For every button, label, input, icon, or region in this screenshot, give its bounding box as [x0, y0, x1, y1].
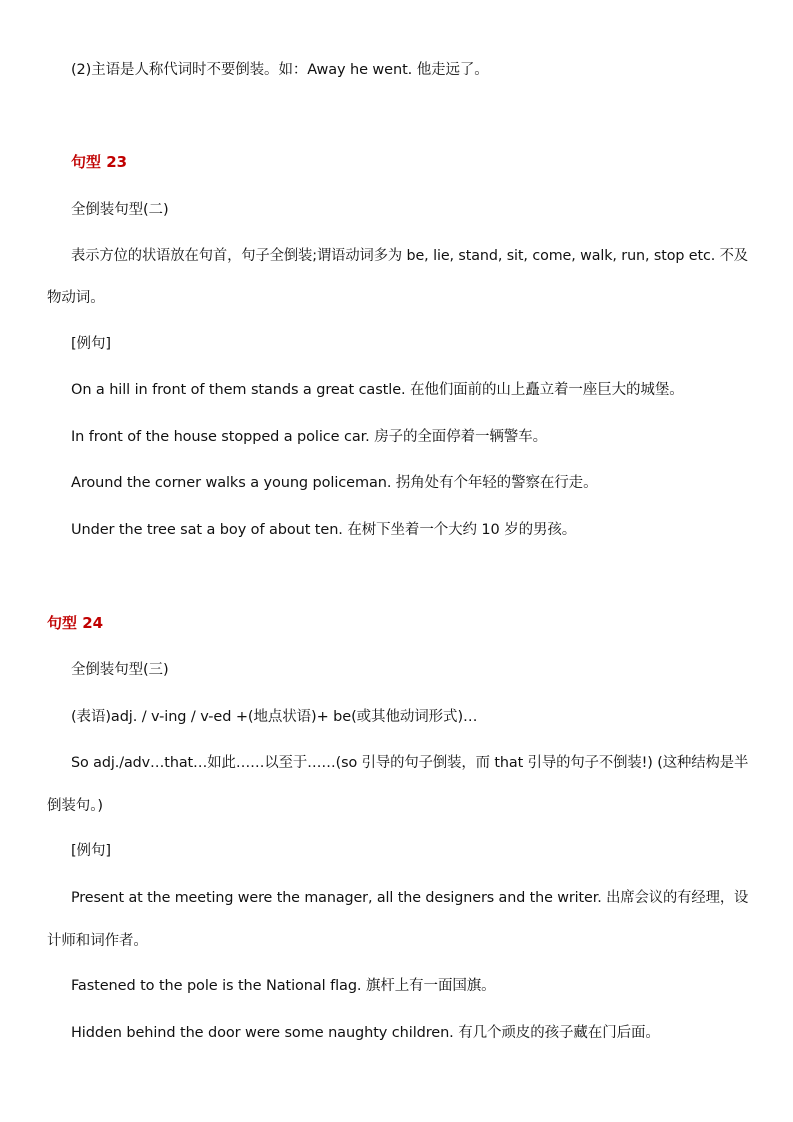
section-24-so-line-2: 倒装句。): [47, 798, 103, 814]
section-24-subtitle: 全倒装句型(三): [71, 662, 169, 678]
section-23-example-1: On a hill in front of them stands a great castle. 在他们面前的山上矗立着一座巨大的城堡。: [71, 382, 684, 398]
section-24-example-1-line-2: 计师和词作者。: [47, 933, 148, 949]
section-24-example-1-line-1: Present at the meeting were the manager, all the designers and the writer. 出席会议的有经理，设: [71, 890, 749, 906]
section-23-example-2: In front of the house stopped a police car. 房子的全面停着一辆警车。: [71, 429, 547, 445]
section-24-example-label: [例句]: [71, 843, 111, 859]
section-23-rule-line-2: 物动词。: [47, 290, 105, 306]
section-24-heading: 句型 24: [47, 614, 104, 632]
section-23-example-3: Around the corner walks a young policeman. 拐角处有个年轻的警察在行走。: [71, 475, 598, 491]
section-23-example-label: [例句]: [71, 336, 111, 352]
section-24-pattern: (表语)adj. / v-ing / v-ed +(地点状语)+ be(或其他动词形式)…: [71, 709, 478, 725]
section-24-so-line-1: So adj./adv…that…如此……以至于……(so 引导的句子倒装，而 that 引导的句子不倒装!) (这种结构是半: [71, 755, 749, 771]
section-23-heading: 句型 23: [71, 153, 128, 171]
section-23-example-4: Under the tree sat a boy of about ten. 在树下坐着一个大约 10 岁的男孩。: [71, 522, 577, 538]
intro-rule-line: (2)主语是人称代词时不要倒装。如：Away he went. 他走远了。: [71, 62, 489, 78]
section-23-subtitle: 全倒装句型(二): [71, 202, 169, 218]
section-23-rule-line-1: 表示方位的状语放在句首，句子全倒装;谓语动词多为 be, lie, stand, sit, come, walk, run, stop etc. 不及: [71, 248, 749, 264]
section-24-example-2: Fastened to the pole is the National flag. 旗杆上有一面国旗。: [71, 978, 496, 994]
section-24-example-3: Hidden behind the door were some naughty children. 有几个顽皮的孩子藏在门后面。: [71, 1025, 660, 1041]
